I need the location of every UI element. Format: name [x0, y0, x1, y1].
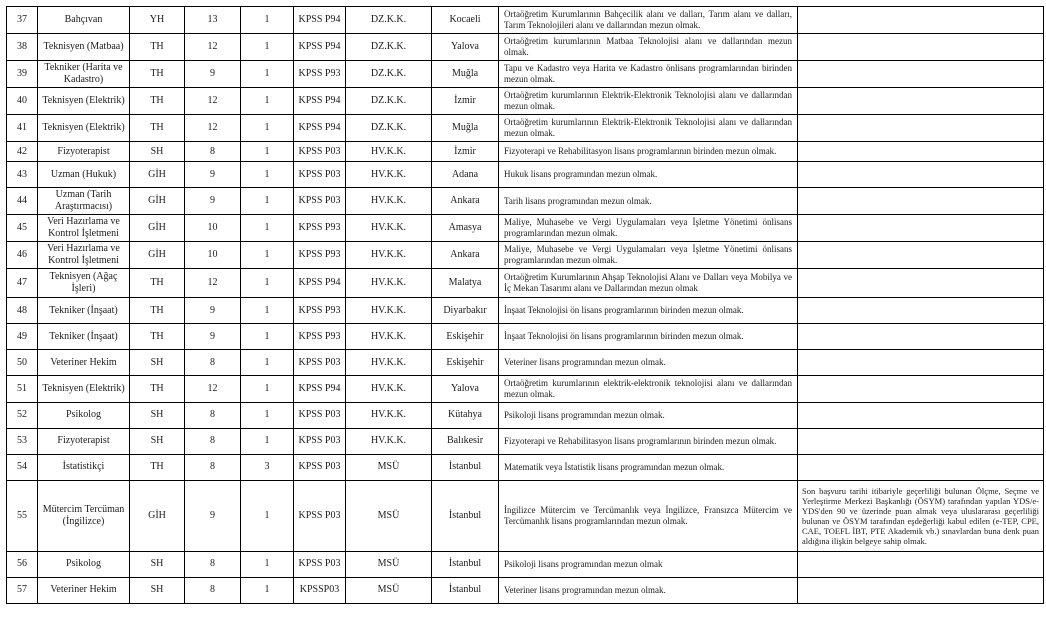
cell-kpss-score: KPSSP03: [294, 577, 346, 603]
cell-class: TH: [130, 454, 185, 480]
cell-class: SH: [130, 577, 185, 603]
cell-grade: 8: [185, 551, 241, 577]
cell-grade: 12: [185, 269, 241, 298]
cell-requirement: Ortaöğretim kurumlarının elektrik-elektronik teknolojisi alanı ve dallarından mezun olmak.: [499, 376, 798, 403]
cell-requirement: İnşaat Teknolojisi ön lisans programlarının birinden mezun olmak.: [499, 298, 798, 324]
cell-row-number: 38: [7, 34, 38, 61]
cell-grade: 12: [185, 34, 241, 61]
cell-title: Veri Hazırlama ve Kontrol İşletmeni: [38, 215, 130, 242]
cell-class: SH: [130, 428, 185, 454]
cell-kpss-score: KPSS P93: [294, 298, 346, 324]
cell-row-number: 44: [7, 188, 38, 215]
cell-class: GİH: [130, 215, 185, 242]
cell-count: 1: [241, 428, 294, 454]
cell-grade: 9: [185, 298, 241, 324]
table-row: [7, 215, 1044, 242]
table-row: [7, 350, 1044, 376]
cell-row-number: 56: [7, 551, 38, 577]
cell-title: Tekniker (İnşaat): [38, 324, 130, 350]
cell-kpss-score: KPSS P94: [294, 88, 346, 115]
table-row: [7, 324, 1044, 350]
cell-force: HV.K.K.: [346, 269, 432, 298]
cell-count: 1: [241, 577, 294, 603]
cell-count: 1: [241, 551, 294, 577]
cell-note: [798, 162, 1044, 188]
cell-kpss-score: KPSS P03: [294, 162, 346, 188]
cell-class: YH: [130, 7, 185, 34]
cell-class: TH: [130, 298, 185, 324]
cell-kpss-score: KPSS P94: [294, 269, 346, 298]
cell-class: GİH: [130, 480, 185, 551]
cell-city: İstanbul: [432, 454, 499, 480]
cell-kpss-score: KPSS P93: [294, 242, 346, 269]
cell-count: 1: [241, 115, 294, 142]
cell-requirement: Ortaöğretim kurumlarının Elektrik-Elektronik Teknolojisi alanı ve dallarından mezun olmak.: [499, 88, 798, 115]
cell-city: Adana: [432, 162, 499, 188]
cell-count: 1: [241, 7, 294, 34]
cell-city: İzmir: [432, 88, 499, 115]
cell-city: Kocaeli: [432, 7, 499, 34]
cell-row-number: 45: [7, 215, 38, 242]
cell-row-number: 53: [7, 428, 38, 454]
cell-kpss-score: KPSS P94: [294, 7, 346, 34]
cell-title: Teknisyen (Elektrik): [38, 115, 130, 142]
cell-note: [798, 350, 1044, 376]
cell-city: Muğla: [432, 115, 499, 142]
cell-requirement: Tarih lisans programından mezun olmak.: [499, 188, 798, 215]
cell-requirement: Ortaöğretim Kurumlarının Bahçecilik alanı ve dalları, Tarım alanı ve dalları, Tarım Teknolojileri alanı ve dallarından mezun olmak.: [499, 7, 798, 34]
cell-note: [798, 269, 1044, 298]
cell-class: SH: [130, 142, 185, 162]
cell-count: 1: [241, 142, 294, 162]
cell-title: Tekniker (İnşaat): [38, 298, 130, 324]
cell-grade: 10: [185, 215, 241, 242]
cell-class: TH: [130, 324, 185, 350]
cell-row-number: 57: [7, 577, 38, 603]
cell-count: 1: [241, 350, 294, 376]
cell-count: 1: [241, 188, 294, 215]
cell-title: Veteriner Hekim: [38, 350, 130, 376]
table-row: [7, 142, 1044, 162]
cell-requirement: İnşaat Teknolojisi ön lisans programlarının birinden mezun olmak.: [499, 324, 798, 350]
cell-class: TH: [130, 34, 185, 61]
table-body: [7, 7, 1044, 604]
cell-force: HV.K.K.: [346, 350, 432, 376]
cell-title: Teknisyen (Elektrik): [38, 88, 130, 115]
cell-kpss-score: KPSS P03: [294, 402, 346, 428]
cell-class: GİH: [130, 242, 185, 269]
cell-row-number: 48: [7, 298, 38, 324]
cell-title: Fizyoterapist: [38, 142, 130, 162]
cell-grade: 9: [185, 324, 241, 350]
cell-force: MSÜ: [346, 551, 432, 577]
cell-force: MSÜ: [346, 577, 432, 603]
cell-kpss-score: KPSS P93: [294, 61, 346, 88]
cell-note: [798, 142, 1044, 162]
cell-count: 1: [241, 162, 294, 188]
cell-note: [798, 61, 1044, 88]
cell-requirement: Matematik veya İstatistik lisans programından mezun olmak.: [499, 454, 798, 480]
cell-grade: 8: [185, 577, 241, 603]
cell-grade: 13: [185, 7, 241, 34]
table-row: [7, 376, 1044, 403]
cell-title: Teknisyen (Elektrik): [38, 376, 130, 403]
table-row: [7, 298, 1044, 324]
cell-title: Tekniker (Harita ve Kadastro): [38, 61, 130, 88]
cell-note: [798, 551, 1044, 577]
table-row: [7, 88, 1044, 115]
cell-note: [798, 298, 1044, 324]
cell-title: Psikolog: [38, 402, 130, 428]
cell-kpss-score: KPSS P03: [294, 480, 346, 551]
cell-requirement: Ortaöğretim kurumlarının Matbaa Teknolojisi alanı ve dallarından mezun olmak.: [499, 34, 798, 61]
cell-title: Uzman (Hukuk): [38, 162, 130, 188]
cell-row-number: 55: [7, 480, 38, 551]
table-row: [7, 480, 1044, 551]
cell-force: MSÜ: [346, 454, 432, 480]
cell-note: [798, 88, 1044, 115]
cell-requirement: Psikoloji lisans programından mezun olmak.: [499, 402, 798, 428]
cell-count: 1: [241, 324, 294, 350]
cell-grade: 8: [185, 402, 241, 428]
cell-row-number: 49: [7, 324, 38, 350]
cell-note: [798, 7, 1044, 34]
cell-force: DZ.K.K.: [346, 34, 432, 61]
cell-class: SH: [130, 350, 185, 376]
cell-city: Balıkesir: [432, 428, 499, 454]
cell-title: Fizyoterapist: [38, 428, 130, 454]
cell-title: Bahçıvan: [38, 7, 130, 34]
cell-force: HV.K.K.: [346, 188, 432, 215]
cell-note: [798, 34, 1044, 61]
cell-city: İstanbul: [432, 551, 499, 577]
cell-count: 1: [241, 480, 294, 551]
cell-city: İstanbul: [432, 480, 499, 551]
table-row: [7, 242, 1044, 269]
cell-note: [798, 428, 1044, 454]
table-row: [7, 402, 1044, 428]
cell-kpss-score: KPSS P94: [294, 376, 346, 403]
cell-grade: 9: [185, 162, 241, 188]
cell-count: 1: [241, 269, 294, 298]
cell-force: DZ.K.K.: [346, 88, 432, 115]
table-row: [7, 454, 1044, 480]
cell-row-number: 52: [7, 402, 38, 428]
table-row: [7, 61, 1044, 88]
cell-city: Eskişehir: [432, 324, 499, 350]
table-row: [7, 428, 1044, 454]
cell-force: MSÜ: [346, 480, 432, 551]
cell-row-number: 51: [7, 376, 38, 403]
cell-city: Amasya: [432, 215, 499, 242]
cell-city: Ankara: [432, 188, 499, 215]
cell-title: Veteriner Hekim: [38, 577, 130, 603]
cell-force: HV.K.K.: [346, 215, 432, 242]
cell-note: [798, 577, 1044, 603]
cell-force: HV.K.K.: [346, 402, 432, 428]
cell-row-number: 47: [7, 269, 38, 298]
cell-requirement: Psikoloji lisans programından mezun olmak: [499, 551, 798, 577]
cell-city: Eskişehir: [432, 350, 499, 376]
cell-kpss-score: KPSS P94: [294, 115, 346, 142]
cell-count: 1: [241, 88, 294, 115]
cell-grade: 12: [185, 88, 241, 115]
cell-note: [798, 215, 1044, 242]
cell-row-number: 41: [7, 115, 38, 142]
cell-grade: 12: [185, 376, 241, 403]
cell-note: [798, 454, 1044, 480]
cell-kpss-score: KPSS P03: [294, 551, 346, 577]
cell-force: HV.K.K.: [346, 242, 432, 269]
cell-city: Ankara: [432, 242, 499, 269]
cell-force: HV.K.K.: [346, 142, 432, 162]
cell-requirement: Maliye, Muhasebe ve Vergi Uygulamaları veya İşletme Yönetimi önlisans programlarından mezun olmak.: [499, 242, 798, 269]
cell-force: DZ.K.K.: [346, 115, 432, 142]
cell-city: Yalova: [432, 34, 499, 61]
cell-force: HV.K.K.: [346, 428, 432, 454]
cell-city: Diyarbakır: [432, 298, 499, 324]
cell-title: Teknisyen (Ağaç İşleri): [38, 269, 130, 298]
cell-class: TH: [130, 269, 185, 298]
cell-title: Veri Hazırlama ve Kontrol İşletmeni: [38, 242, 130, 269]
cell-grade: 8: [185, 428, 241, 454]
cell-class: SH: [130, 402, 185, 428]
cell-force: HV.K.K.: [346, 324, 432, 350]
cell-requirement: Maliye, Muhasebe ve Vergi Uygulamaları veya İşletme Yönetimi önlisans programlarından mezun olmak.: [499, 215, 798, 242]
cell-city: Malatya: [432, 269, 499, 298]
cell-count: 1: [241, 298, 294, 324]
cell-note: [798, 402, 1044, 428]
cell-grade: 10: [185, 242, 241, 269]
cell-class: TH: [130, 376, 185, 403]
cell-requirement: Ortaöğretim Kurumlarının Ahşap Teknolojisi Alanı ve Dalları veya Mobilya ve İç Mekan Tasarımı alanı ve Dallarından mezun olmak: [499, 269, 798, 298]
cell-kpss-score: KPSS P94: [294, 34, 346, 61]
cell-requirement: Ortaöğretim kurumlarının Elektrik-Elektronik Teknolojisi alanı ve dallarından mezun olmak.: [499, 115, 798, 142]
cell-class: TH: [130, 61, 185, 88]
cell-kpss-score: KPSS P03: [294, 350, 346, 376]
cell-kpss-score: KPSS P93: [294, 215, 346, 242]
table-row: [7, 577, 1044, 603]
cell-city: Yalova: [432, 376, 499, 403]
cell-row-number: 54: [7, 454, 38, 480]
cell-grade: 8: [185, 454, 241, 480]
cell-grade: 9: [185, 480, 241, 551]
table-row: [7, 34, 1044, 61]
cell-force: DZ.K.K.: [346, 61, 432, 88]
cell-kpss-score: KPSS P03: [294, 188, 346, 215]
cell-count: 3: [241, 454, 294, 480]
cell-class: GİH: [130, 162, 185, 188]
cell-note: [798, 242, 1044, 269]
cell-note: [798, 376, 1044, 403]
cell-force: DZ.K.K.: [346, 7, 432, 34]
cell-requirement: Fizyoterapi ve Rehabilitasyon lisans programlarının birinden mezun olmak.: [499, 142, 798, 162]
kpss-position-table: [6, 6, 1044, 604]
cell-title: Psikolog: [38, 551, 130, 577]
cell-grade: 12: [185, 115, 241, 142]
cell-grade: 8: [185, 350, 241, 376]
cell-force: HV.K.K.: [346, 376, 432, 403]
cell-requirement: Veteriner lisans programından mezun olmak.: [499, 350, 798, 376]
table-row: [7, 188, 1044, 215]
cell-count: 1: [241, 34, 294, 61]
table-row: [7, 551, 1044, 577]
cell-force: HV.K.K.: [346, 298, 432, 324]
table-row: [7, 7, 1044, 34]
cell-city: Kütahya: [432, 402, 499, 428]
cell-row-number: 46: [7, 242, 38, 269]
cell-city: Muğla: [432, 61, 499, 88]
cell-class: GİH: [130, 188, 185, 215]
cell-requirement: Veteriner lisans programından mezun olmak.: [499, 577, 798, 603]
cell-grade: 9: [185, 188, 241, 215]
cell-class: TH: [130, 115, 185, 142]
cell-row-number: 42: [7, 142, 38, 162]
cell-count: 1: [241, 402, 294, 428]
cell-requirement: Hukuk lisans programından mezun olmak.: [499, 162, 798, 188]
cell-requirement: Tapu ve Kadastro veya Harita ve Kadastro önlisans programlarından birinden mezun olmak.: [499, 61, 798, 88]
cell-count: 1: [241, 215, 294, 242]
cell-row-number: 40: [7, 88, 38, 115]
cell-force: HV.K.K.: [346, 162, 432, 188]
cell-class: TH: [130, 88, 185, 115]
cell-row-number: 43: [7, 162, 38, 188]
cell-count: 1: [241, 376, 294, 403]
cell-count: 1: [241, 61, 294, 88]
cell-title: Teknisyen (Matbaa): [38, 34, 130, 61]
cell-count: 1: [241, 242, 294, 269]
cell-kpss-score: KPSS P93: [294, 324, 346, 350]
cell-title: Mütercim Tercüman (İngilizce): [38, 480, 130, 551]
cell-requirement: İngilizce Mütercim ve Tercümanlık veya İngilizce, Fransızca Mütercim ve Tercümanlık lisans programlarından mezun olmak.: [499, 480, 798, 551]
cell-grade: 9: [185, 61, 241, 88]
cell-city: İzmir: [432, 142, 499, 162]
cell-city: İstanbul: [432, 577, 499, 603]
cell-row-number: 50: [7, 350, 38, 376]
cell-row-number: 39: [7, 61, 38, 88]
cell-note: [798, 324, 1044, 350]
cell-title: Uzman (Tarih Araştırmacısı): [38, 188, 130, 215]
cell-requirement: Fizyoterapi ve Rehabilitasyon lisans programlarının birinden mezun olmak.: [499, 428, 798, 454]
cell-note: [798, 188, 1044, 215]
cell-kpss-score: KPSS P03: [294, 428, 346, 454]
cell-kpss-score: KPSS P03: [294, 142, 346, 162]
cell-class: SH: [130, 551, 185, 577]
cell-note: [798, 115, 1044, 142]
cell-grade: 8: [185, 142, 241, 162]
cell-title: İstatistikçi: [38, 454, 130, 480]
cell-row-number: 37: [7, 7, 38, 34]
table-row: [7, 115, 1044, 142]
table-row: [7, 162, 1044, 188]
table-row: [7, 269, 1044, 298]
cell-note: Son başvuru tarihi itibariyle geçerliliği bulunan Ölçme, Seçme ve Yerleştirme Merkezi Başkanlığı (ÖSYM) tarafından yapılan YDS/e-YDS'den 90 ve üzerinde puan almak veya uluslararası geçerliliği bulunan ve ÖSYM tarafından eşdeğerliği kabul edilen (e-TEP, CPE, CAE, TOEFL İBT, PTE Akademik vb.) sınavlardan buna denk puan aldığına ilişkin belgeye sahip olmak.: [798, 480, 1044, 551]
cell-kpss-score: KPSS P03: [294, 454, 346, 480]
